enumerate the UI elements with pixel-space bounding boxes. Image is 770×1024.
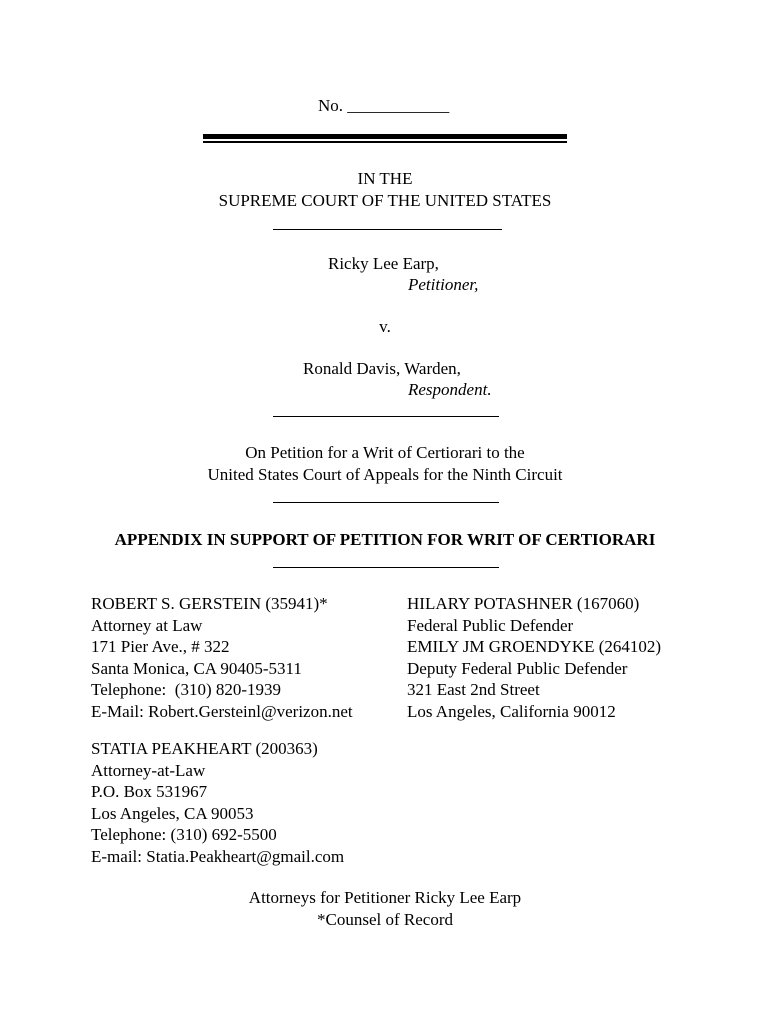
counsel-second-line: STATIA PEAKHEART (200363) — [91, 739, 318, 758]
document-title: APPENDIX IN SUPPORT OF PETITION FOR WRIT OF CERTIORARI — [114, 530, 656, 549]
counsel-right-line: Los Angeles, California 90012 — [407, 701, 616, 721]
counsel-second-line: Los Angeles, CA 90053 — [91, 803, 254, 823]
counsel-right-line: 321 East 2nd Street — [407, 680, 540, 699]
separator-rule — [273, 567, 499, 568]
footer-line-1: Attorneys for Petitioner Ricky Lee Earp — [248, 888, 522, 907]
counsel-second-line: P.O. Box 531967 — [91, 782, 208, 801]
counsel-right-line: EMILY JM GROENDYKE (264102) — [407, 637, 662, 656]
counsel-left-line: Telephone: (310) 820-1939 — [91, 680, 282, 699]
separator-rule — [273, 416, 499, 417]
counsel-right-line: HILARY POTASHNER (167060) — [407, 594, 640, 613]
separator-rule — [273, 502, 499, 503]
court-line-1: IN THE — [357, 169, 413, 188]
counsel-right-line: Deputy Federal Public Defender — [407, 658, 628, 678]
petition-line-1: On Petition for a Writ of Certiorari to the — [245, 443, 525, 462]
counsel-second-line: Attorney-at-Law — [91, 760, 206, 780]
counsel-left-line: Attorney at Law — [91, 615, 203, 635]
separator-rule — [273, 229, 502, 230]
counsel-left-line: ROBERT S. GERSTEIN (35941)* — [91, 594, 328, 613]
header-double-rule — [203, 134, 567, 143]
court-line-2: SUPREME COURT OF THE UNITED STATES — [218, 191, 552, 210]
docket-blank: ____________ — [347, 96, 450, 115]
counsel-second-line: Telephone: (310) 692-5500 — [91, 825, 277, 844]
counsel-right-block — [407, 593, 661, 722]
petitioner-name: Ricky Lee Earp, — [328, 254, 439, 273]
petitioner-role: Petitioner, — [408, 275, 479, 294]
counsel-left-line: E-Mail: Robert.Gersteinl@verizon.net — [91, 701, 353, 721]
counsel-right-line: Federal Public Defender — [407, 615, 574, 635]
counsel-second-line: E-mail: Statia.Peakheart@gmail.com — [91, 846, 345, 866]
petition-line-2: United States Court of Appeals for the Ninth Circuit — [207, 465, 563, 484]
respondent-name: Ronald Davis, Warden, — [303, 359, 461, 378]
respondent-role: Respondent. — [408, 380, 492, 399]
versus: v. — [379, 317, 391, 336]
docket-number — [318, 95, 449, 116]
counsel-left-line: Santa Monica, CA 90405-5311 — [91, 658, 302, 678]
counsel-second-block — [91, 738, 344, 867]
counsel-left-line: 171 Pier Ave., # 322 — [91, 637, 230, 656]
counsel-left-block — [91, 593, 353, 722]
footer-line-2: *Counsel of Record — [317, 910, 453, 929]
docket-label: No. — [318, 96, 344, 115]
